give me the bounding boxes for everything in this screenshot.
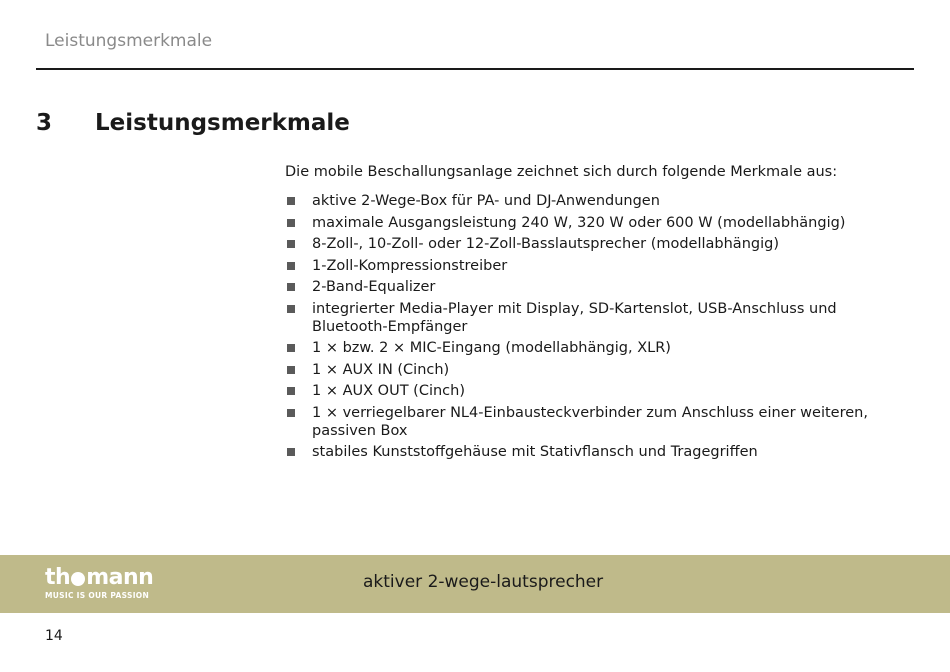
thomann-logo (45, 567, 153, 600)
square-bullet-icon (287, 283, 295, 291)
list-item-text: stabiles Kunststoffgehäuse mit Stativflansch und Tragegriffen (312, 444, 758, 460)
square-bullet-icon (287, 219, 295, 227)
square-bullet-icon (287, 197, 295, 205)
square-bullet-icon (287, 305, 295, 313)
list-item (285, 192, 915, 210)
list-item (285, 214, 915, 232)
list-item-text: 2-Band-Equalizer (312, 279, 436, 295)
logo-wordmark (45, 567, 153, 589)
list-item (285, 257, 915, 275)
square-bullet-icon (287, 262, 295, 270)
section-number: 3 (36, 110, 53, 136)
square-bullet-icon (287, 344, 295, 352)
list-item (285, 361, 915, 379)
logo-circle-icon (71, 572, 85, 586)
square-bullet-icon (287, 387, 295, 395)
section-title: Leistungsmerkmale (95, 110, 350, 136)
page-number: 14 (45, 628, 63, 644)
list-item-text: maximale Ausgangsleistung 240 W, 320 W oder 600 W (modellabhängig) (312, 214, 846, 231)
logo-text-right: mann (86, 565, 154, 590)
list-item-text: 1 × AUX IN (Cinch) (312, 361, 450, 378)
list-item (285, 235, 915, 253)
square-bullet-icon (287, 366, 295, 374)
header-divider (36, 68, 914, 70)
square-bullet-icon (287, 409, 295, 417)
list-item (285, 382, 915, 400)
list-item-text: 1 × bzw. 2 × MIC-Eingang (modellabhängig, XLR) (312, 340, 671, 356)
logo-text-left: th (45, 565, 71, 590)
list-item (285, 404, 915, 440)
list-item (285, 278, 915, 296)
intro-paragraph: Die mobile Beschallungsanlage zeichnet sich durch folgende Merkmale aus: (285, 164, 838, 180)
feature-list (285, 192, 915, 465)
list-item (285, 443, 915, 461)
list-item-text: 1-Zoll-Kompressionstreiber (312, 257, 508, 274)
list-item-text: aktive 2-Wege-Box für PA- und DJ-Anwendungen (312, 193, 660, 209)
logo-tagline: MUSIC IS OUR PASSION (45, 591, 150, 600)
square-bullet-icon (287, 240, 295, 248)
list-item (285, 300, 915, 336)
running-header: Leistungsmerkmale (45, 31, 213, 51)
footer-band (0, 555, 950, 613)
list-item-text: 1 × AUX OUT (Cinch) (312, 383, 465, 399)
square-bullet-icon (287, 448, 295, 456)
product-title: aktiver 2-wege-lautsprecher (363, 572, 604, 592)
list-item (285, 339, 915, 357)
list-item-text: 1 × verriegelbarer NL4-Einbausteckverbinder zum Anschluss einer weiteren, passiven Box (312, 404, 868, 439)
list-item-text: integrierter Media-Player mit Display, SD-Kartenslot, USB-Anschluss und Bluetooth-Empfänger (312, 300, 837, 335)
list-item-text: 8-Zoll-, 10-Zoll- oder 12-Zoll-Basslautsprecher (modellabhängig) (312, 236, 779, 252)
